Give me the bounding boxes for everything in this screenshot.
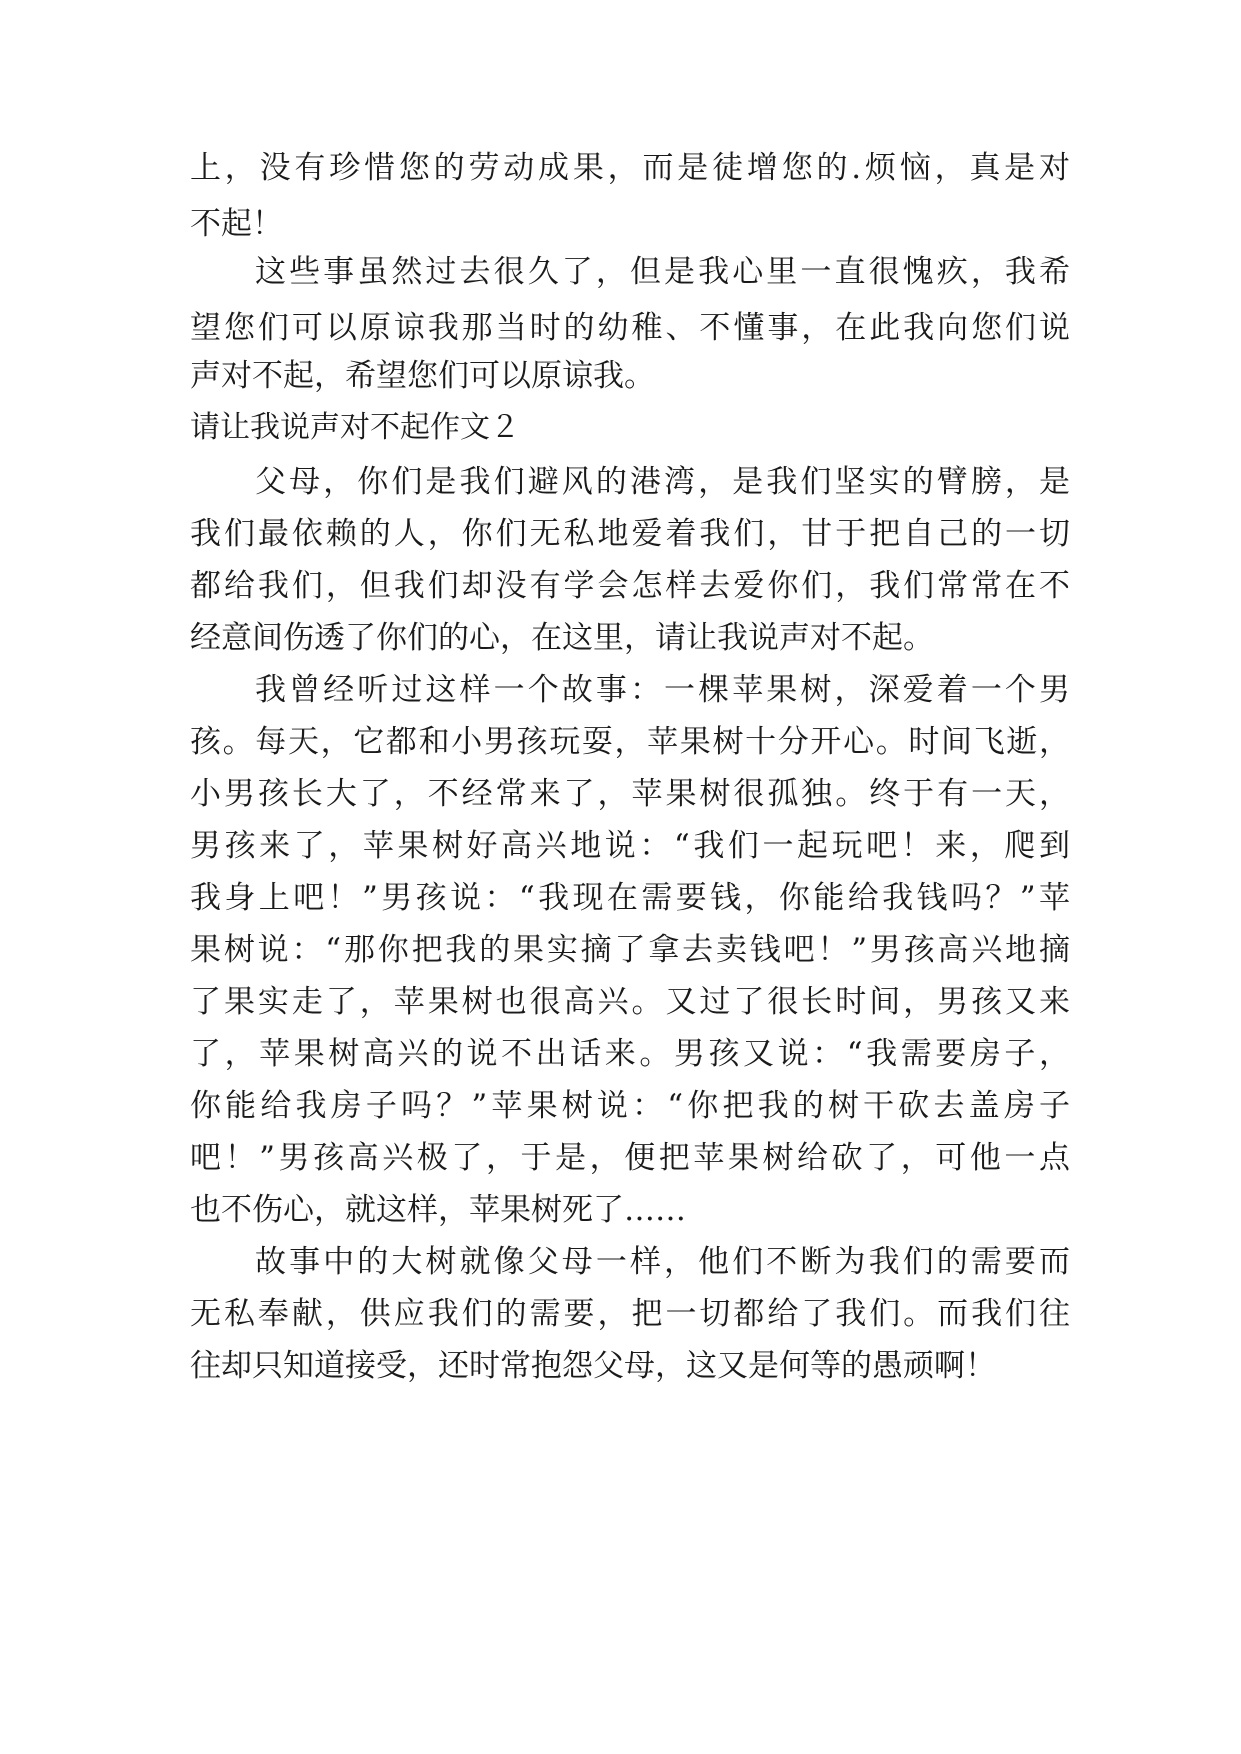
- paragraph-5-line-2: 无私奉献，供应我们的需要，把一切都给了我们。而我们往: [190, 1296, 1070, 1332]
- paragraph-4-line-2: 孩。每天，它都和小男孩玩耍，苹果树十分开心。时间飞逝，: [190, 724, 1070, 760]
- paragraph-2-line-3: 声对不起，希望您们可以原谅我。: [190, 358, 655, 394]
- paragraph-4-line-5: 我身上吧！”男孩说：“我现在需要钱，你能给我钱吗？”苹: [190, 880, 1070, 916]
- paragraph-4-line-6: 果树说：“那你把我的果实摘了拿去卖钱吧！”男孩高兴地摘: [190, 932, 1070, 968]
- paragraph-4-line-11: 也不伤心，就这样，苹果树死了……: [190, 1192, 686, 1228]
- paragraph-2-line-2: 望您们可以原谅我那当时的幼稚、不懂事，在此我向您们说: [190, 310, 1070, 346]
- paragraph-5-line-3: 往却只知道接受，还时常抱怨父母，这又是何等的愚顽啊！: [190, 1348, 996, 1384]
- paragraph-2-line-1: 这些事虽然过去很久了，但是我心里一直很愧疚，我希: [255, 254, 1070, 290]
- section-heading: 请让我说声对不起作文２: [190, 410, 520, 445]
- paragraph-3-line-1: 父母，你们是我们避风的港湾，是我们坚实的臂膀，是: [255, 464, 1070, 500]
- paragraph-4-line-4: 男孩来了，苹果树好高兴地说：“我们一起玩吧！来，爬到: [190, 828, 1070, 864]
- paragraph-4-line-7: 了果实走了，苹果树也很高兴。又过了很长时间，男孩又来: [190, 984, 1070, 1020]
- paragraph-3-line-2: 我们最依赖的人，你们无私地爱着我们，甘于把自己的一切: [190, 516, 1070, 552]
- paragraph-3-line-3: 都给我们，但我们却没有学会怎样去爱你们，我们常常在不: [190, 568, 1070, 604]
- paragraph-4-line-10: 吧！”男孩高兴极了，于是，便把苹果树给砍了，可他一点: [190, 1140, 1070, 1176]
- paragraph-4-line-8: 了，苹果树高兴的说不出话来。男孩又说：“我需要房子，: [190, 1036, 1070, 1072]
- paragraph-4-line-9: 你能给我房子吗？”苹果树说：“你把我的树干砍去盖房子: [190, 1088, 1070, 1124]
- paragraph-1-line-2: 不起！: [190, 206, 283, 242]
- paragraph-3-line-4: 经意间伤透了你们的心，在这里，请让我说声对不起。: [190, 620, 934, 656]
- paragraph-4-line-1: 我曾经听过这样一个故事：一棵苹果树，深爱着一个男: [255, 672, 1070, 708]
- paragraph-1-line-1: 上，没有珍惜您的劳动成果，而是徒增您的.烦恼，真是对: [190, 150, 1070, 186]
- paragraph-5-line-1: 故事中的大树就像父母一样，他们不断为我们的需要而: [255, 1244, 1070, 1280]
- paragraph-4-line-3: 小男孩长大了，不经常来了，苹果树很孤独。终于有一天，: [190, 776, 1070, 812]
